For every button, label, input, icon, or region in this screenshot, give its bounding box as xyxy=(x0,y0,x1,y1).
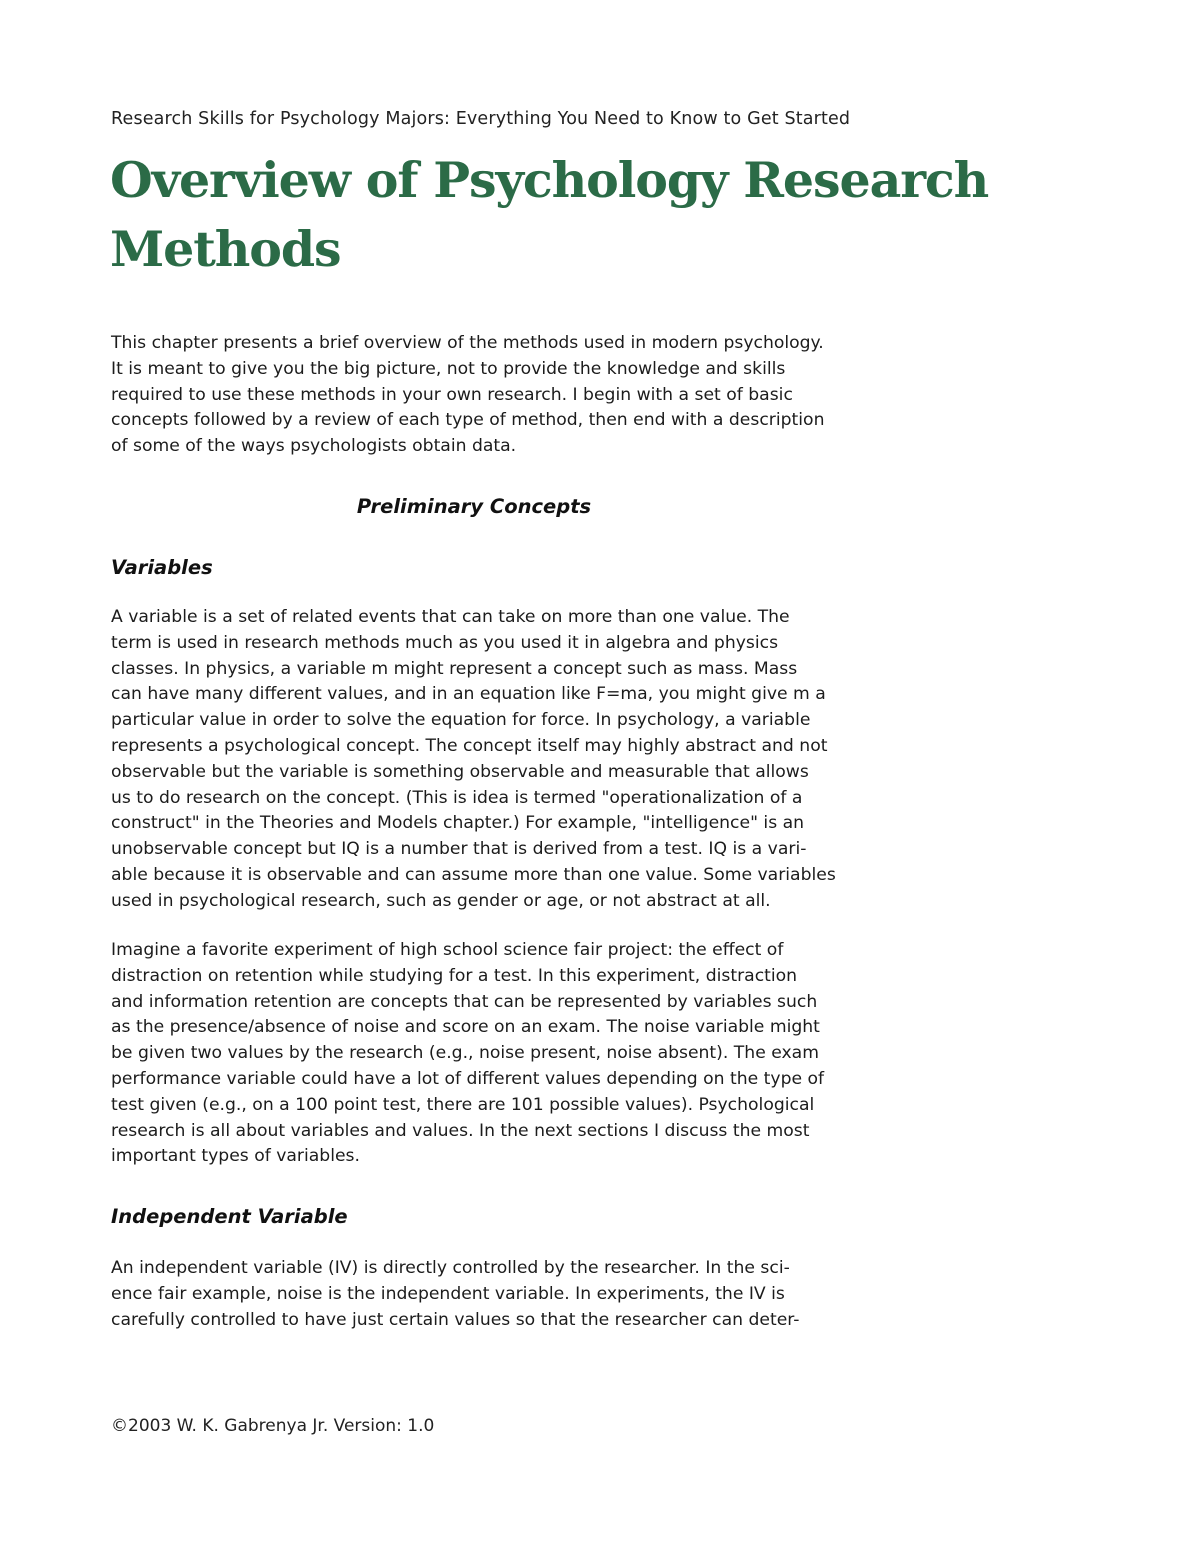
paragraph-line: used in psychological research, such as gender or age, or not abstract at all. xyxy=(111,890,771,911)
chapter-title-line-2: Methods xyxy=(110,220,341,278)
intro-paragraph xyxy=(111,331,851,460)
paragraph-line: term is used in research methods much as you used it in algebra and physics xyxy=(111,632,779,653)
running-header: Research Skills for Psychology Majors: Everything You Need to Know to Get Started xyxy=(111,109,851,129)
paragraph-line: be given two values by the research (e.g., noise present, noise absent). The exam xyxy=(111,1043,819,1064)
paragraph-line: and information retention are concepts that can be represented by variables such xyxy=(111,991,818,1012)
paragraph-line: particular value in order to solve the equation for force. In psychology, a variable xyxy=(111,710,811,731)
copyright-footer: ©2003 W. K. Gabrenya Jr. Version: 1.0 xyxy=(111,1416,435,1436)
variables-paragraph-2 xyxy=(111,938,851,1170)
section-heading-preliminary-concepts: Preliminary Concepts xyxy=(356,495,592,518)
paragraph-line: represents a psychological concept. The concept itself may highly abstract and not xyxy=(111,735,828,756)
paragraph-line: Imagine a favorite experiment of high school science fair project: the effect of xyxy=(111,940,784,960)
chapter-title xyxy=(110,146,1110,284)
paragraph-line: A variable is a set of related events that can take on more than one value. The xyxy=(111,607,790,627)
paragraph-line: carefully controlled to have just certain values so that the researcher can deter- xyxy=(111,1309,800,1330)
paragraph-line: observable but the variable is something observable and measurable that allows xyxy=(111,761,809,782)
paragraph-line: An independent variable (IV) is directly controlled by the researcher. In the sci- xyxy=(111,1258,790,1278)
subheading-independent-variable: Independent Variable xyxy=(111,1205,348,1228)
subheading-variables: Variables xyxy=(111,556,213,579)
independent-variable-paragraph xyxy=(111,1256,851,1333)
paragraph-line: able because it is observable and can assume more than one value. Some variables xyxy=(111,864,836,885)
paragraph-line: as the presence/absence of noise and score on an exam. The noise variable might xyxy=(111,1017,820,1038)
paragraph-line: It is meant to give you the big picture, not to provide the knowledge and skills xyxy=(111,358,786,379)
variables-paragraph-1 xyxy=(111,605,851,915)
paragraph-line: us to do research on the concept. (This is idea is termed "operationalization of a xyxy=(111,787,803,808)
chapter-title-line-1: Overview of Psychology Research xyxy=(110,151,989,209)
paragraph-line: required to use these methods in your own research. I begin with a set of basic xyxy=(111,384,793,405)
paragraph-line: classes. In physics, a variable m might represent a concept such as mass. Mass xyxy=(111,658,798,679)
paragraph-line: can have many different values, and in an equation like F=ma, you might give m a xyxy=(111,684,826,705)
paragraph-line: of some of the ways psychologists obtain data. xyxy=(111,436,517,457)
paragraph-line: distraction on retention while studying for a test. In this experiment, distraction xyxy=(111,965,798,986)
paragraph-line: ence fair example, noise is the independent variable. In experiments, the IV is xyxy=(111,1283,785,1304)
paragraph-line: research is all about variables and values. In the next sections I discuss the most xyxy=(111,1120,810,1141)
paragraph-line: important types of variables. xyxy=(111,1146,360,1167)
paragraph-line: concepts followed by a review of each type of method, then end with a description xyxy=(111,410,825,431)
paragraph-line: unobservable concept but IQ is a number that is derived from a test. IQ is a vari- xyxy=(111,839,807,860)
paragraph-line: performance variable could have a lot of different values depending on the type of xyxy=(111,1068,825,1089)
paragraph-line: test given (e.g., on a 100 point test, there are 101 possible values). Psychological xyxy=(111,1094,815,1115)
paragraph-line: construct" in the Theories and Models chapter.) For example, "intelligence" is an xyxy=(111,813,805,834)
paragraph-line: This chapter presents a brief overview of the methods used in modern psychology. xyxy=(111,333,824,353)
